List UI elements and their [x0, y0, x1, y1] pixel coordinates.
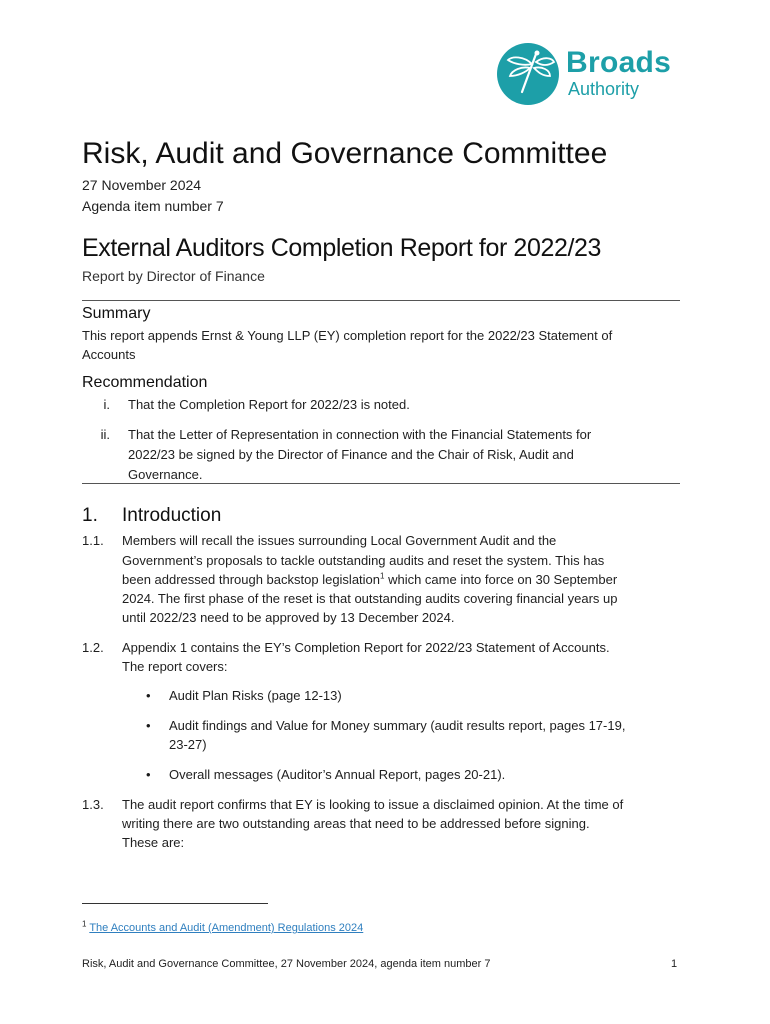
- summary-heading: Summary: [82, 305, 151, 322]
- logo-word-broads: Broads: [566, 46, 672, 79]
- footnote-reference[interactable]: 1: [380, 571, 385, 581]
- footnote: [82, 919, 364, 934]
- bullet-item-3: Overall messages (Auditor’s Annual Report, pages 20-21).: [169, 767, 506, 782]
- paragraph-1-2-line-1: Appendix 1 contains the EY’s Completion Report for 2022/23 Statement of Accounts.: [122, 640, 610, 655]
- paragraph-1-1-line-4: 2024. The first phase of the reset is that outstanding audits covering financial years up: [122, 591, 618, 606]
- paragraph-1-1-line-3-start: been addressed through backstop legislation: [122, 572, 381, 587]
- paragraph-1-3-line-1: The audit report confirms that EY is looking to issue a disclaimed opinion. At the time of: [122, 797, 624, 812]
- recommendation-heading: Recommendation: [82, 374, 208, 391]
- paragraph-1-1-line-1: Members will recall the issues surrounding Local Government Audit and the: [122, 533, 557, 548]
- footnote-link[interactable]: The Accounts and Audit (Amendment) Regulations 2024: [89, 922, 364, 934]
- recommendation-item-ii-line-3: Governance.: [128, 467, 203, 482]
- paragraph-1-1-line-5: until 2022/23 need to be approved by 13 December 2024.: [122, 610, 455, 625]
- bullet-item-1: Audit Plan Risks (page 12-13): [169, 688, 342, 703]
- recommendation-marker-ii: ii.: [100, 427, 110, 442]
- recommendation-item-ii-line-2: 2022/23 be signed by the Director of Finance and the Chair of Risk, Audit and: [128, 447, 574, 462]
- paragraph-1-3-line-2: writing there are two outstanding areas that need to be addressed before signing.: [122, 816, 590, 831]
- paragraph-1-2-line-2: The report covers:: [122, 659, 228, 674]
- paragraph-number-1-3: 1.3.: [82, 797, 104, 812]
- bullet-item-2-line-2: 23-27): [169, 737, 207, 752]
- report-byline: Report by Director of Finance: [82, 268, 265, 284]
- page-number: 1: [671, 958, 678, 970]
- agenda-item: Agenda item number 7: [82, 198, 224, 214]
- paragraph-1-3-line-3: These are:: [122, 835, 185, 850]
- logo-word-authority: Authority: [568, 79, 640, 99]
- dragonfly-icon: [496, 42, 560, 106]
- recommendation-bottom-divider: [82, 483, 680, 484]
- section-title: Introduction: [122, 505, 222, 526]
- paragraph-1-1-line-3: [122, 570, 617, 590]
- footnote-divider: [82, 903, 268, 904]
- broads-authority-logo: [496, 42, 681, 106]
- report-title: External Auditors Completion Report for 2022/23: [82, 234, 602, 262]
- summary-line-2: Accounts: [82, 347, 136, 362]
- summary-line-1: This report appends Ernst & Young LLP (EY) completion report for the 2022/23 Statement of: [82, 328, 613, 343]
- bullet-icon: •: [146, 688, 151, 703]
- footnote-marker: 1: [82, 919, 87, 929]
- paragraph-number-1-2: 1.2.: [82, 640, 104, 655]
- recommendation-marker-i: i.: [103, 397, 110, 412]
- paragraph-1-1-line-2: Government’s proposals to tackle outstanding audits and reset the system. This has: [122, 553, 605, 568]
- summary-top-divider: [82, 300, 680, 301]
- paragraph-number-1-1: 1.1.: [82, 533, 104, 548]
- page-footer: Risk, Audit and Governance Committee, 27 November 2024, agenda item number 7: [82, 958, 491, 970]
- bullet-icon: •: [146, 718, 151, 733]
- bullet-item-2-line-1: Audit findings and Value for Money summary (audit results report, pages 17-19,: [169, 718, 626, 733]
- bullet-icon: •: [146, 767, 151, 782]
- section-number: 1.: [82, 505, 98, 526]
- paragraph-1-1-line-3-end: which came into force on 30 September: [384, 572, 618, 587]
- meeting-date: 27 November 2024: [82, 177, 202, 193]
- recommendation-item-i: That the Completion Report for 2022/23 is noted.: [128, 397, 410, 412]
- logo-wordmark: [566, 48, 671, 100]
- committee-title: Risk, Audit and Governance Committee: [82, 137, 608, 170]
- recommendation-item-ii-line-1: That the Letter of Representation in connection with the Financial Statements for: [128, 427, 592, 442]
